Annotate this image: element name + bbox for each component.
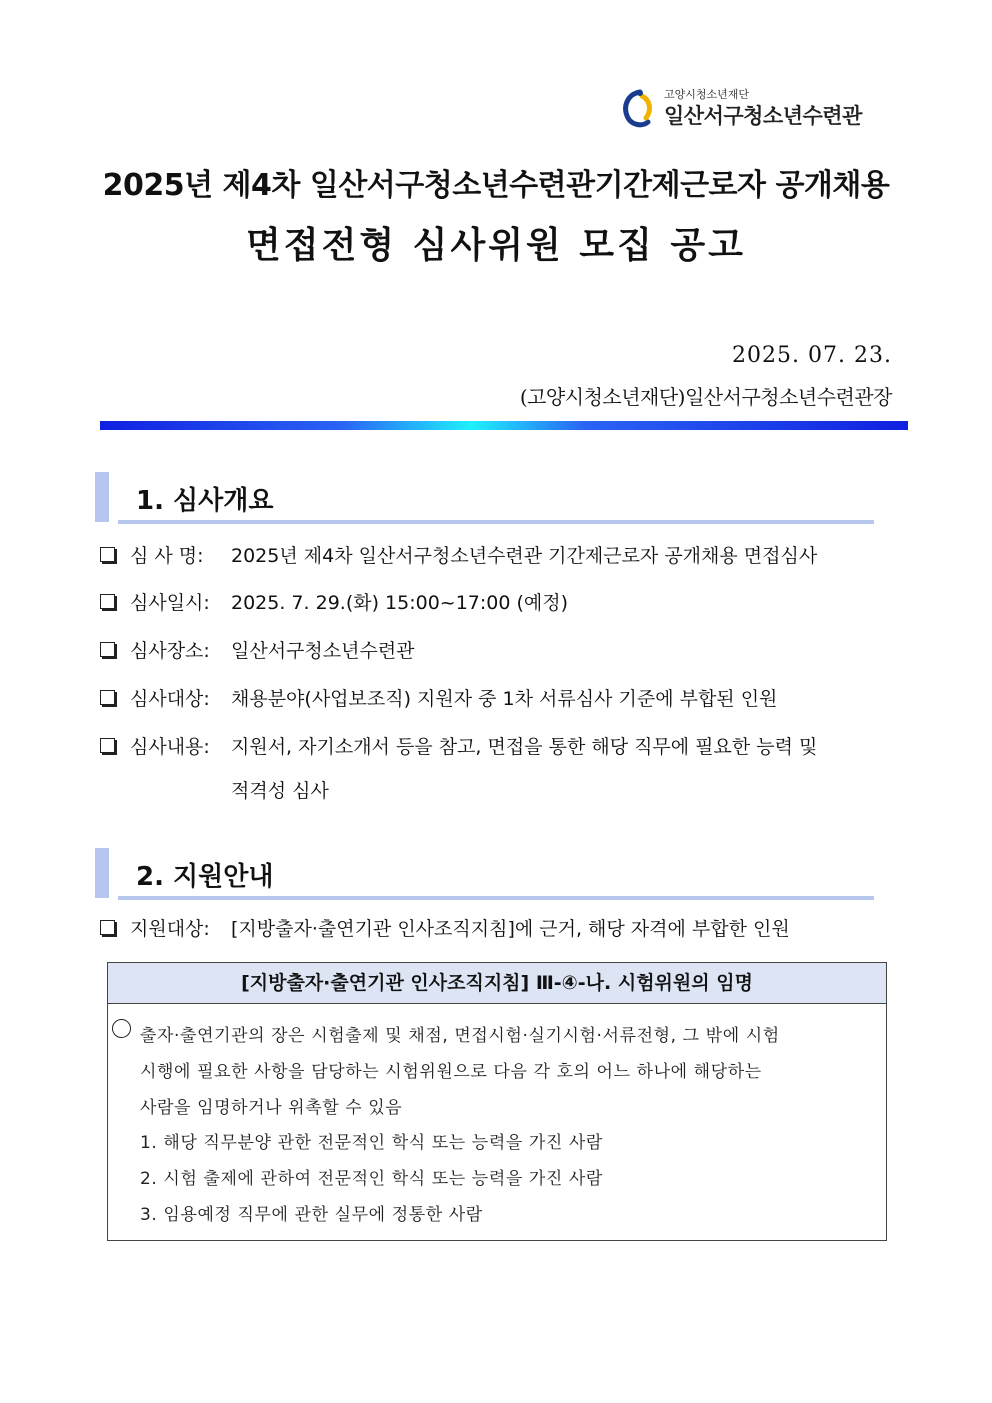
- section-underline: [118, 520, 874, 524]
- section-header-application: [95, 848, 875, 900]
- item-label: 심사대상:: [130, 688, 210, 710]
- checkbox-bullet-icon: [100, 690, 115, 705]
- announcement-date: 2025. 07. 23.: [732, 343, 892, 368]
- quote-header: [지방출자·출연기관 인사조직지침] Ⅲ-④-나. 시험위원의 임명: [108, 963, 886, 1004]
- checkbox-bullet-icon: [100, 547, 115, 562]
- quote-line: 출자·출연기관의 장은 시험출제 및 채점, 면접시험·실기시험·서류전형, 그 밖에 시험: [140, 1026, 780, 1046]
- section-title: 2. 지원안내: [136, 862, 274, 892]
- quote-line: 사람을 임명하거나 위촉할 수 있음: [140, 1098, 403, 1118]
- checkbox-bullet-icon: [100, 642, 115, 657]
- item-value: 채용분야(사업보조직) 지원자 중 1차 서류심사 기준에 부합된 인원: [231, 688, 778, 710]
- item-label: 심사장소:: [130, 640, 210, 662]
- section-title: 1. 심사개요: [136, 486, 274, 516]
- overview-item-content: [100, 735, 892, 761]
- item-value-continuation: 적격성 심사: [231, 780, 329, 802]
- logo-facility-name: 일산서구청소년수련관: [664, 104, 862, 128]
- section-underline: [118, 896, 874, 900]
- section-bar: [95, 848, 109, 898]
- application-item-eligibility: [100, 917, 892, 943]
- checkbox-bullet-icon: [100, 738, 115, 753]
- document-title-line2: 면접전형 심사위원 모집 공고: [246, 225, 746, 266]
- header-divider: [100, 421, 908, 430]
- item-value: 2025. 7. 29.(화) 15:00~17:00 (예정): [231, 592, 569, 614]
- logo-org-name: 고양시청소년재단: [664, 88, 750, 101]
- section-header-overview: [95, 472, 875, 524]
- quote-list-item: 2. 시험 출제에 관하여 전문적인 학식 또는 능력을 가진 사람: [140, 1169, 603, 1189]
- item-label: 심사일시:: [130, 592, 210, 614]
- item-label: 심사내용:: [130, 736, 210, 758]
- item-value: 일산서구청소년수련관: [231, 640, 415, 662]
- quote-line: 시행에 필요한 사항을 담당하는 시험위원으로 다음 각 호의 어느 하나에 해당하는: [140, 1062, 762, 1082]
- circle-bullet-icon: [112, 1019, 131, 1038]
- regulation-quote-box: [107, 962, 887, 1241]
- quote-list-item: 1. 해당 직무분양 관한 전문적인 학식 또는 능력을 가진 사람: [140, 1133, 603, 1153]
- item-value: 지원서, 자기소개서 등을 참고, 면접을 통한 해당 직무에 필요한 능력 및: [231, 736, 818, 758]
- logo-mark-icon: [620, 88, 660, 128]
- item-label: 지원대상:: [130, 918, 210, 940]
- item-label: 심 사 명:: [130, 545, 204, 567]
- quote-list-item: 3. 임용예정 직무에 관한 실무에 정통한 사람: [140, 1205, 483, 1225]
- overview-item-target: [100, 687, 892, 713]
- section-bar: [95, 472, 109, 522]
- overview-item-datetime: [100, 591, 892, 617]
- document-title-line1: 2025년 제4차 일산서구청소년수련관기간제근로자 공개채용: [102, 168, 890, 203]
- item-value: [지방출자·출연기관 인사조직지침]에 근거, 해당 자격에 부합한 인원: [231, 918, 790, 940]
- organization-logo: [620, 86, 880, 130]
- overview-item-name: [100, 544, 892, 570]
- overview-item-location: [100, 639, 892, 665]
- item-value: 2025년 제4차 일산서구청소년수련관 기간제근로자 공개채용 면접심사: [231, 545, 818, 567]
- checkbox-bullet-icon: [100, 920, 115, 935]
- checkbox-bullet-icon: [100, 594, 115, 609]
- issuer-name: (고양시청소년재단)일산서구청소년수련관장: [519, 385, 892, 409]
